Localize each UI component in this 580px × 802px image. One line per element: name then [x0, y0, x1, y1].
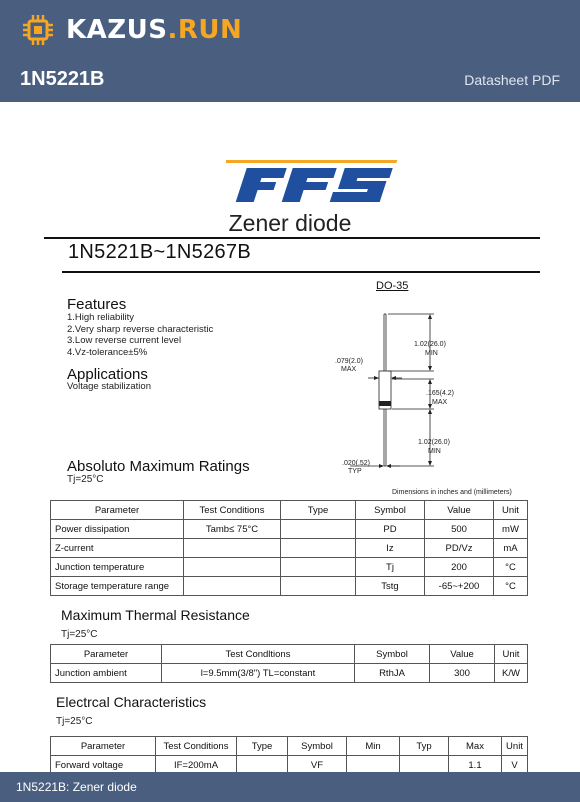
- dimensions-note: Dimensions in inches and (millimeters): [392, 489, 512, 496]
- feature-item: 3.Low reverse current level: [67, 335, 182, 346]
- part-number-title: 1N5221B: [20, 68, 105, 90]
- ratings-heading: Absoluto Maximum Ratings: [67, 458, 250, 475]
- package-outline-drawing: [330, 298, 530, 498]
- table-row: Junction temperature Tj 200 °C: [51, 558, 528, 577]
- footer-caption: 1N5221B: Zener diode: [16, 780, 137, 794]
- datasheet-page: [0, 102, 580, 772]
- title-rule-top: [44, 237, 540, 239]
- dim-top-label: 1.02(26.0): [414, 341, 446, 348]
- series-range: 1N5221B~1N5267B: [68, 241, 251, 263]
- chip-icon: [22, 14, 54, 46]
- applications-heading: Applications: [67, 366, 148, 383]
- dim-dia-label: .079(2.0): [335, 358, 364, 365]
- thermal-heading: Maximum Thermal Resistance: [61, 607, 250, 623]
- table-row: Junction ambient l=9.5mm(3/8") TL=constant RthJA 300 K/W: [51, 664, 528, 683]
- table-header-row: Parameter Test Conditions Type Symbol Value Unit: [51, 501, 528, 520]
- dim-lead-sub: TYP: [348, 468, 362, 475]
- document-subject: Zener diode: [228, 210, 352, 236]
- table-row: Storage temperature range Tstg -65~+200 °C: [51, 577, 528, 596]
- dim-bottom-label: 1.02(26.0): [418, 439, 450, 446]
- pfs-logo: [226, 158, 402, 204]
- dim-bottom-sub: MIN: [428, 448, 441, 455]
- table-row: Power dissipation Tamb≤ 75°C PD 500 mW: [51, 520, 528, 539]
- dim-dia-sub: MAX: [341, 366, 357, 373]
- table-header-row: Parameter Test Conditions Type Symbol Min Typ Max Unit: [51, 737, 528, 756]
- applications-text: Voltage stabilization: [67, 381, 151, 392]
- brand-name: KAZUS.RUN: [66, 15, 243, 45]
- thermal-table: [50, 644, 528, 683]
- table-row: Z-current Iz PD/Vz mA: [51, 539, 528, 558]
- dim-top-sub: MIN: [425, 350, 438, 357]
- dim-body-sub: MAX: [432, 399, 448, 406]
- dim-body-label: .165(4.2): [426, 390, 455, 397]
- features-heading: Features: [67, 296, 127, 313]
- datasheet-pdf-label[interactable]: Datasheet PDF: [464, 72, 560, 88]
- ratings-condition: Tj=25°C: [67, 474, 104, 485]
- feature-item: 4.Vz-tolerance±5%: [67, 346, 148, 358]
- site-logo[interactable]: [22, 12, 242, 48]
- thermal-condition: Tj=25°C: [61, 629, 98, 640]
- title-rule-bottom: [62, 271, 540, 273]
- electrical-heading: Electrcal Characteristics: [56, 694, 207, 710]
- site-header: [0, 0, 580, 102]
- features-list: [67, 312, 213, 358]
- table-row: Forward voltage IF=200mA VF 1.1 V: [51, 756, 528, 773]
- dim-lead-label: .020(.52): [342, 460, 371, 467]
- electrical-table: [50, 736, 528, 772]
- feature-item: 2.Very sharp reverse characteristic: [67, 323, 214, 335]
- footer-bar: [0, 772, 580, 802]
- feature-item: 1.High reliability: [67, 312, 135, 323]
- table-header-row: Parameter Test Condltions Symbol Value Unit: [51, 645, 528, 664]
- package-name: DO-35: [376, 280, 409, 292]
- ratings-table: [50, 500, 528, 596]
- electrical-condition: Tj=25°C: [56, 716, 93, 727]
